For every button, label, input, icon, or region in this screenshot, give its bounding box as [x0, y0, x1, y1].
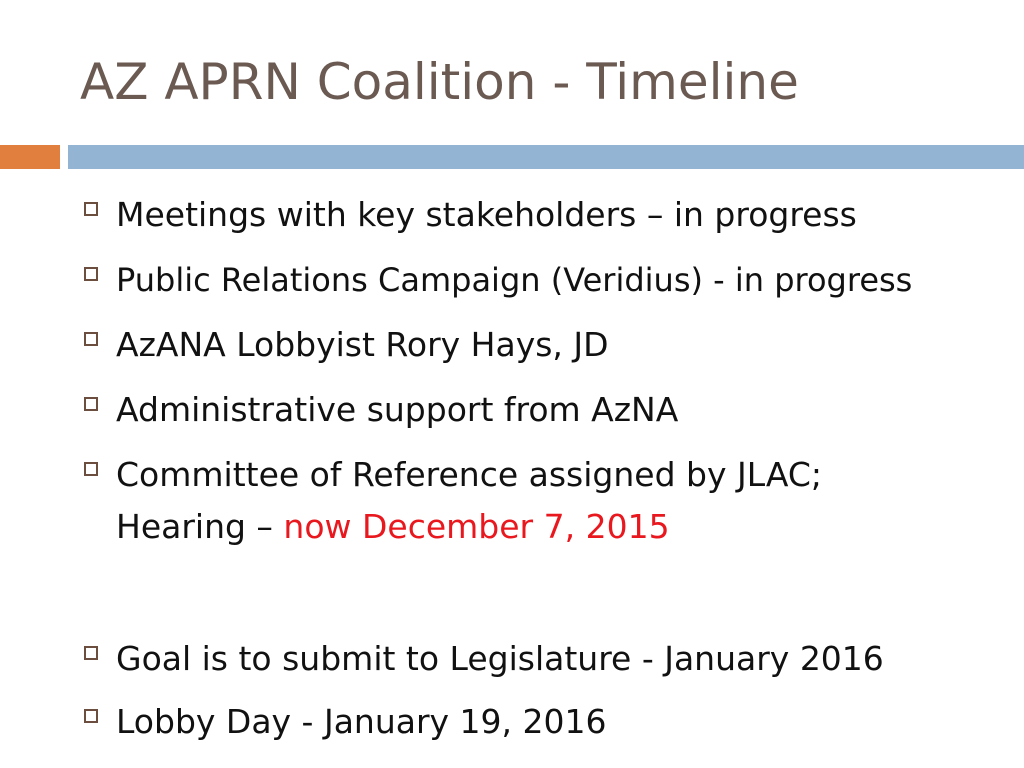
hearing-date-highlight: now December 7, 2015	[283, 507, 670, 546]
square-outline-icon	[84, 646, 98, 660]
square-outline-icon	[84, 202, 98, 216]
square-outline-icon	[84, 397, 98, 411]
title-accent-blue-bar	[68, 145, 1024, 169]
square-outline-icon	[84, 332, 98, 346]
bullet-text: Goal is to submit to Legislature - January 2016	[116, 639, 884, 678]
square-outline-icon	[84, 267, 98, 281]
bullet-text: Public Relations Campaign (Veridius) - in progress	[116, 261, 913, 299]
bullet-text: AzANA Lobbyist Rory Hays, JD	[116, 325, 609, 364]
square-outline-icon	[84, 462, 98, 476]
bullet-text-line1: Committee of Reference assigned by JLAC;	[116, 455, 823, 494]
hearing-prefix: Hearing –	[116, 507, 284, 546]
slide-title: AZ APRN Coalition - Timeline	[80, 53, 799, 111]
bullet-text: Meetings with key stakeholders – in progress	[116, 195, 857, 234]
title-accent-orange-bar	[0, 145, 60, 169]
bullet-text: Lobby Day - January 19, 2016	[116, 702, 607, 741]
bullet-text: Administrative support from AzNA	[116, 390, 679, 429]
bullet-text-line2	[116, 502, 1016, 552]
square-outline-icon	[84, 709, 98, 723]
